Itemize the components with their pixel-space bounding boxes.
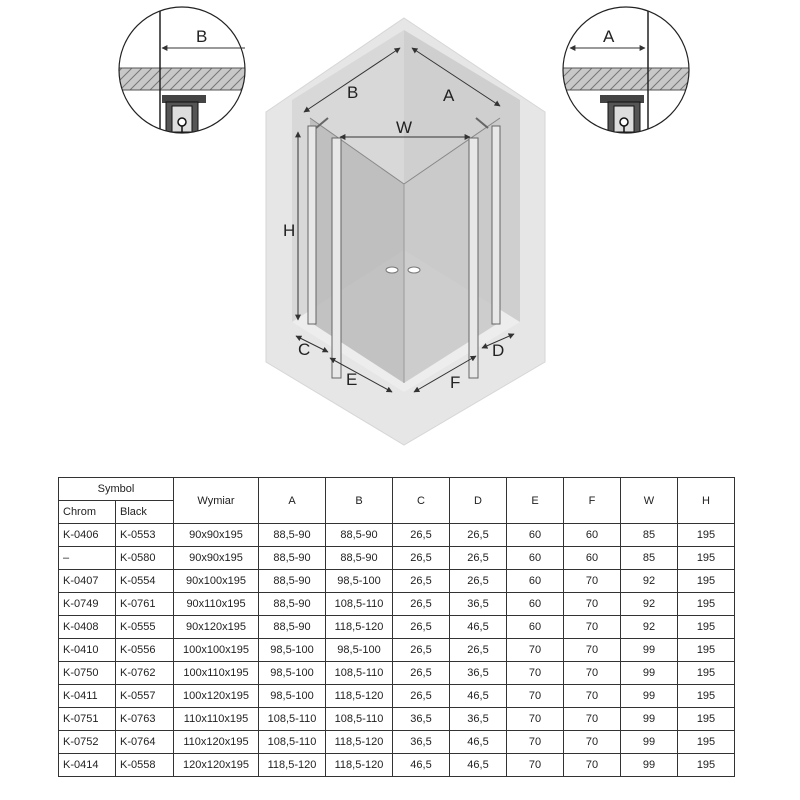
- table-cell: K-0580: [116, 547, 174, 570]
- table-cell: 26,5: [450, 547, 507, 570]
- header-w: W: [621, 478, 678, 524]
- label-F: F: [450, 373, 461, 392]
- table-cell: 195: [678, 754, 735, 777]
- table-cell: 46,5: [393, 754, 450, 777]
- table-cell: 70: [507, 685, 564, 708]
- label-E: E: [346, 370, 358, 389]
- table-cell: 26,5: [393, 593, 450, 616]
- table-cell: K-0411: [59, 685, 116, 708]
- table-cell: 99: [621, 708, 678, 731]
- detail-left-label: B: [196, 27, 208, 46]
- table-cell: K-0556: [116, 639, 174, 662]
- label-D: D: [492, 341, 505, 360]
- table-cell: K-0750: [59, 662, 116, 685]
- table-cell: K-0557: [116, 685, 174, 708]
- table-cell: 46,5: [450, 616, 507, 639]
- table-cell: 98,5-100: [326, 570, 393, 593]
- table-cell: 88,5-90: [259, 616, 326, 639]
- header-black: Black: [116, 501, 174, 524]
- table-header-row: [59, 478, 735, 501]
- table-cell: 195: [678, 547, 735, 570]
- table-row: [59, 570, 735, 593]
- table-row: [59, 708, 735, 731]
- table-cell: 108,5-110: [326, 662, 393, 685]
- table-cell: K-0553: [116, 524, 174, 547]
- header-a: A: [259, 478, 326, 524]
- table-cell: 70: [564, 639, 621, 662]
- table-cell: K-0558: [116, 754, 174, 777]
- table-cell: K-0406: [59, 524, 116, 547]
- table-cell: 70: [564, 708, 621, 731]
- table-cell: 26,5: [393, 547, 450, 570]
- table-cell: –: [59, 547, 116, 570]
- label-B: B: [347, 83, 359, 102]
- table-cell: 60: [507, 547, 564, 570]
- table-cell: 70: [507, 731, 564, 754]
- table-cell: 46,5: [450, 685, 507, 708]
- table-cell: 60: [507, 593, 564, 616]
- table-cell: 195: [678, 708, 735, 731]
- table-cell: K-0761: [116, 593, 174, 616]
- header-b: B: [326, 478, 393, 524]
- table-cell: 88,5-90: [259, 524, 326, 547]
- table-cell: 88,5-90: [259, 547, 326, 570]
- table-row: [59, 547, 735, 570]
- table-cell: 98,5-100: [259, 662, 326, 685]
- table-cell: K-0410: [59, 639, 116, 662]
- table-cell: 99: [621, 685, 678, 708]
- table-cell: 70: [564, 662, 621, 685]
- table-cell: K-0408: [59, 616, 116, 639]
- table-cell: 195: [678, 524, 735, 547]
- table-cell: 70: [564, 731, 621, 754]
- table-cell: 70: [507, 639, 564, 662]
- detail-circle-left: [110, 0, 260, 150]
- table-cell: 70: [564, 570, 621, 593]
- table-cell: 46,5: [450, 731, 507, 754]
- table-cell: 92: [621, 616, 678, 639]
- header-f: F: [564, 478, 621, 524]
- label-W: W: [396, 118, 413, 137]
- table-cell: 26,5: [450, 524, 507, 547]
- table-cell: 90x120x195: [174, 616, 259, 639]
- label-C: C: [298, 340, 311, 359]
- table-cell: K-0554: [116, 570, 174, 593]
- table-row: [59, 616, 735, 639]
- table-cell: 26,5: [393, 524, 450, 547]
- table-cell: 36,5: [450, 593, 507, 616]
- table-cell: 108,5-110: [326, 593, 393, 616]
- header-d: D: [450, 478, 507, 524]
- table-cell: 195: [678, 662, 735, 685]
- table-cell: 195: [678, 731, 735, 754]
- table-row: [59, 685, 735, 708]
- table-row: [59, 524, 735, 547]
- table-cell: 70: [564, 616, 621, 639]
- table-cell: K-0752: [59, 731, 116, 754]
- table-cell: 195: [678, 570, 735, 593]
- table-cell: 92: [621, 593, 678, 616]
- table-cell: K-0763: [116, 708, 174, 731]
- table-cell: K-0762: [116, 662, 174, 685]
- detail-circle-right: [555, 0, 705, 150]
- table-row: [59, 593, 735, 616]
- table-cell: 26,5: [393, 639, 450, 662]
- table-cell: K-0749: [59, 593, 116, 616]
- table-cell: 26,5: [393, 616, 450, 639]
- table-cell: 88,5-90: [326, 524, 393, 547]
- table-cell: 85: [621, 547, 678, 570]
- header-e: E: [507, 478, 564, 524]
- table-cell: K-0414: [59, 754, 116, 777]
- header-wymiar: Wymiar: [174, 478, 259, 524]
- table-cell: 120x120x195: [174, 754, 259, 777]
- table-cell: 99: [621, 662, 678, 685]
- header-symbol: Symbol: [59, 478, 174, 501]
- table-cell: 92: [621, 570, 678, 593]
- table-cell: 100x100x195: [174, 639, 259, 662]
- table-cell: 70: [507, 754, 564, 777]
- table-cell: 60: [507, 570, 564, 593]
- table-cell: 108,5-110: [259, 731, 326, 754]
- table-cell: 195: [678, 593, 735, 616]
- header-chrom: Chrom: [59, 501, 116, 524]
- table-cell: 36,5: [450, 708, 507, 731]
- label-H: H: [283, 221, 296, 240]
- table-cell: 70: [507, 708, 564, 731]
- table-row: [59, 731, 735, 754]
- table-cell: 98,5-100: [259, 639, 326, 662]
- table-cell: 36,5: [393, 731, 450, 754]
- table-cell: 110x110x195: [174, 708, 259, 731]
- table-cell: 99: [621, 731, 678, 754]
- table-cell: 26,5: [450, 570, 507, 593]
- table-cell: 98,5-100: [259, 685, 326, 708]
- table-cell: 70: [564, 593, 621, 616]
- table-cell: 195: [678, 685, 735, 708]
- table-cell: 60: [564, 547, 621, 570]
- header-h: H: [678, 478, 735, 524]
- table-cell: 88,5-90: [326, 547, 393, 570]
- table-cell: 90x110x195: [174, 593, 259, 616]
- table-cell: 70: [564, 685, 621, 708]
- table-cell: 26,5: [450, 639, 507, 662]
- table-cell: 90x90x195: [174, 524, 259, 547]
- table-cell: K-0407: [59, 570, 116, 593]
- table-cell: 85: [621, 524, 678, 547]
- table-row: [59, 662, 735, 685]
- table-cell: 26,5: [393, 685, 450, 708]
- table-cell: 108,5-110: [259, 708, 326, 731]
- table-cell: 195: [678, 639, 735, 662]
- table-cell: K-0764: [116, 731, 174, 754]
- table-cell: K-0555: [116, 616, 174, 639]
- header-c: C: [393, 478, 450, 524]
- table-cell: 36,5: [393, 708, 450, 731]
- table-cell: 100x120x195: [174, 685, 259, 708]
- label-A: A: [443, 86, 455, 105]
- enclosure-body: [266, 18, 545, 445]
- table-cell: 26,5: [393, 570, 450, 593]
- table-cell: 90x100x195: [174, 570, 259, 593]
- table-cell: 70: [564, 754, 621, 777]
- table-cell: 60: [507, 524, 564, 547]
- table-cell: 118,5-120: [326, 616, 393, 639]
- table-cell: 98,5-100: [326, 639, 393, 662]
- table-cell: 46,5: [450, 754, 507, 777]
- table-cell: 118,5-120: [326, 754, 393, 777]
- table-cell: 88,5-90: [259, 593, 326, 616]
- table-cell: 108,5-110: [326, 708, 393, 731]
- table-cell: 60: [564, 524, 621, 547]
- table-cell: 26,5: [393, 662, 450, 685]
- table-cell: 70: [507, 662, 564, 685]
- table-row: [59, 639, 735, 662]
- table-cell: 195: [678, 616, 735, 639]
- detail-right-label: A: [603, 27, 615, 46]
- table-cell: K-0751: [59, 708, 116, 731]
- table-cell: 99: [621, 754, 678, 777]
- table-cell: 118,5-120: [326, 731, 393, 754]
- table-cell: 60: [507, 616, 564, 639]
- table-cell: 100x110x195: [174, 662, 259, 685]
- table-cell: 90x90x195: [174, 547, 259, 570]
- table-cell: 118,5-120: [259, 754, 326, 777]
- table-cell: 88,5-90: [259, 570, 326, 593]
- table-cell: 36,5: [450, 662, 507, 685]
- table-cell: 110x120x195: [174, 731, 259, 754]
- table-cell: 118,5-120: [326, 685, 393, 708]
- dimensions-table: [58, 477, 735, 777]
- table-row: [59, 754, 735, 777]
- table-cell: 99: [621, 639, 678, 662]
